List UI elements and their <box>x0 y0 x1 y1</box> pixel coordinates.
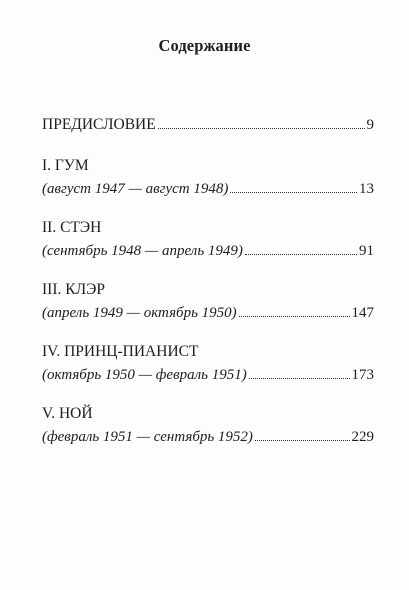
toc-part-dates: (февраль 1951 — сентябрь 1952) <box>42 429 253 445</box>
page-title: Содержание <box>158 36 251 55</box>
dot-leader <box>249 378 350 379</box>
toc-entry-label: ПРЕДИСЛОВИЕ <box>42 116 156 133</box>
toc-page-number: 13 <box>359 181 374 197</box>
dot-leader <box>158 128 365 129</box>
dot-leader <box>255 440 350 441</box>
toc-page-number: 173 <box>351 367 374 383</box>
toc-part-dates: (октябрь 1950 — февраль 1951) <box>42 367 247 383</box>
toc-entry-part-4 <box>42 342 374 385</box>
toc-entry-part-1 <box>42 156 374 199</box>
toc-part-heading: V. НОЙ <box>42 405 93 422</box>
toc-row <box>42 241 374 261</box>
toc-part-dates: (апрель 1949 — октябрь 1950) <box>42 305 237 321</box>
table-of-contents <box>42 115 374 466</box>
toc-row <box>42 427 374 447</box>
dot-leader <box>245 254 357 255</box>
toc-page-number: 9 <box>366 117 374 133</box>
toc-row <box>42 179 374 199</box>
toc-part-heading: III. КЛЭР <box>42 281 105 298</box>
toc-row <box>42 365 374 385</box>
toc-entry-part-5 <box>42 404 374 447</box>
toc-entry-preface <box>42 115 374 135</box>
toc-part-heading: IV. ПРИНЦ-ПИАНИСТ <box>42 343 199 360</box>
toc-part-heading: I. ГУМ <box>42 157 89 174</box>
toc-part-dates: (август 1947 — август 1948) <box>42 181 229 197</box>
toc-page-number: 229 <box>351 429 374 445</box>
toc-entry-part-2 <box>42 218 374 261</box>
toc-entry-part-3 <box>42 280 374 323</box>
toc-part-dates: (сентябрь 1948 — апрель 1949) <box>42 243 243 259</box>
dot-leader <box>230 192 357 193</box>
toc-page-number: 91 <box>359 243 374 259</box>
toc-row <box>42 303 374 323</box>
toc-part-heading: II. СТЭН <box>42 219 102 236</box>
toc-row <box>42 115 374 135</box>
dot-leader <box>239 316 350 317</box>
toc-page-number: 147 <box>351 305 374 321</box>
